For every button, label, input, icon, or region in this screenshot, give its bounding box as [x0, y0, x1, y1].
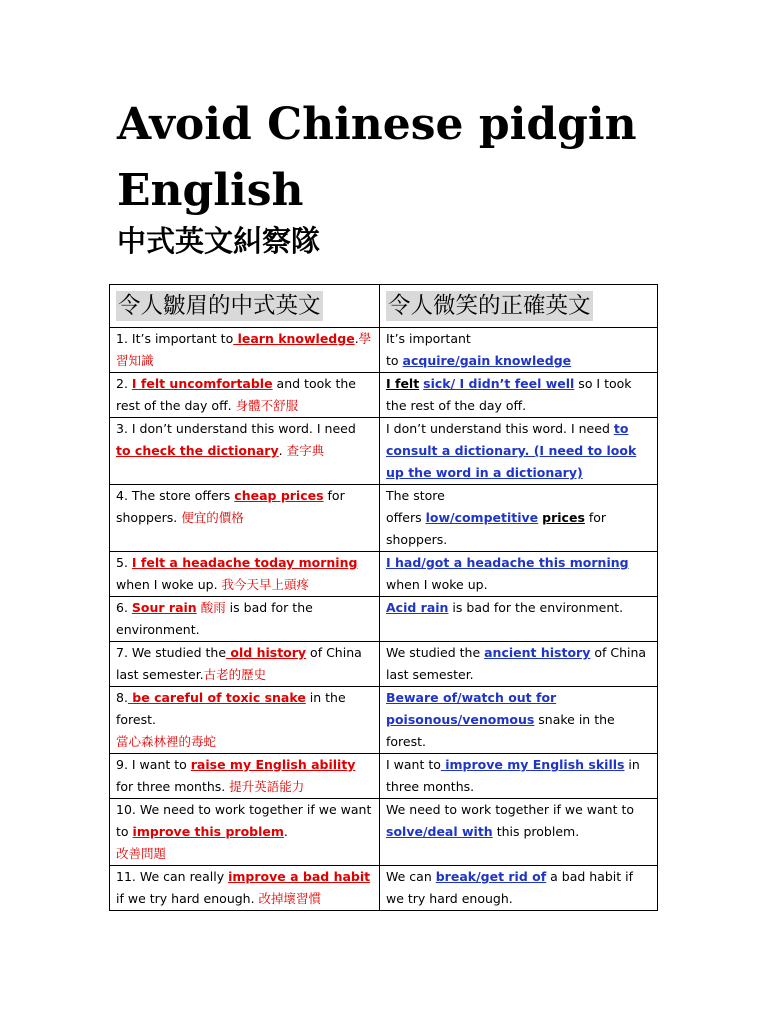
- sentence-text: 4. The store offers: [116, 488, 235, 503]
- error-phrase: old history: [226, 645, 307, 660]
- sentence-text: snake in the forest.: [386, 712, 615, 749]
- correct-phrase: Beware of/watch out for poisonous/venomous: [386, 690, 557, 727]
- pidgin-sentence-cell: [110, 754, 380, 799]
- kept-phrase: I felt: [386, 376, 420, 391]
- sentence-text: We studied the: [386, 645, 485, 660]
- sentence-text: in three months.: [386, 757, 640, 794]
- sentence-text: I don’t understand this word. I need: [386, 421, 614, 436]
- sentence-text: 5.: [116, 555, 132, 570]
- sentence-text: .: [278, 443, 287, 458]
- error-phrase: Sour rain: [131, 600, 197, 615]
- correct-sentence-cell: [380, 373, 658, 418]
- header-cell-wrong: [110, 285, 380, 328]
- header-cell-right: [380, 285, 658, 328]
- document-subtitle: 中式英文糾察隊: [117, 224, 321, 258]
- pidgin-sentence-cell: [110, 687, 380, 754]
- correct-phrase: to consult a dictionary. (I need to look up the word in a dictionary): [386, 421, 637, 480]
- correct-sentence-cell: [380, 328, 658, 373]
- chinese-gloss: 學習知識: [116, 331, 372, 368]
- table-row: [110, 687, 658, 754]
- sentence-text: We can: [386, 869, 436, 884]
- correct-phrase: I had/got a headache this morning: [386, 555, 629, 570]
- table-row: [110, 799, 658, 866]
- correct-sentence-cell: [380, 597, 658, 642]
- pidgin-english-table: [109, 284, 658, 911]
- table-row: [110, 485, 658, 552]
- sentence-text: 11. We can really: [116, 869, 229, 884]
- error-phrase: I felt a headache today morning: [131, 555, 358, 570]
- sentence-text: in the forest.: [116, 690, 346, 727]
- correct-phrase: ancient history: [484, 645, 591, 660]
- sentence-text: for three months.: [116, 779, 230, 794]
- sentence-text: 1. It’s important to: [116, 331, 234, 346]
- sentence-text: offers: [386, 510, 426, 525]
- sentence-text: I want to: [386, 757, 441, 772]
- chinese-gloss: 改掉壞習慣: [258, 891, 322, 906]
- sentence-text: so I took the rest of the day off.: [386, 376, 632, 413]
- correct-phrase: Acid rain: [386, 600, 449, 615]
- error-phrase: be careful of toxic snake: [127, 690, 306, 705]
- pidgin-sentence-cell: [110, 866, 380, 911]
- correct-phrase: solve/deal with: [386, 824, 493, 839]
- chinese-gloss: 身體不舒服: [235, 398, 299, 413]
- chinese-gloss: 酸雨: [200, 600, 226, 615]
- correct-sentence-cell: [380, 642, 658, 687]
- sentence-text: 7. We studied the: [116, 645, 227, 660]
- sentence-text: 8.: [116, 690, 128, 705]
- correct-sentence-cell: [380, 552, 658, 597]
- sentence-text: The store: [386, 488, 445, 503]
- error-phrase: improve a bad habit: [228, 869, 371, 884]
- sentence-text: when I woke up.: [386, 577, 488, 592]
- correct-sentence-cell: [380, 754, 658, 799]
- chinese-gloss: 提升英語能力: [229, 779, 305, 794]
- chinese-gloss: 改善問題: [116, 846, 167, 861]
- table-header-row: [110, 285, 658, 328]
- sentence-text: when I woke up.: [116, 577, 222, 592]
- correct-sentence-cell: [380, 866, 658, 911]
- correct-sentence-cell: [380, 799, 658, 866]
- correct-sentence-cell: [380, 687, 658, 754]
- header-label-right: 令人微笑的正確英文: [388, 293, 591, 319]
- sentence-text: of China last semester.: [386, 645, 647, 682]
- sentence-text: 6.: [116, 600, 132, 615]
- pidgin-sentence-cell: [110, 642, 380, 687]
- table-body: [110, 328, 658, 911]
- table-row: [110, 754, 658, 799]
- error-phrase: raise my English ability: [190, 757, 356, 772]
- sentence-text: this problem.: [492, 824, 580, 839]
- chinese-gloss: 古老的歷史: [203, 667, 267, 682]
- pidgin-sentence-cell: [110, 373, 380, 418]
- error-phrase: improve this problem: [132, 824, 284, 839]
- sentence-text: for shoppers.: [116, 488, 345, 525]
- correct-phrase: acquire/gain knowledge: [402, 353, 572, 368]
- correct-sentence-cell: [380, 485, 658, 552]
- correct-phrase: sick/ I didn’t feel well: [423, 376, 575, 391]
- sentence-text: of China last semester.: [116, 645, 362, 682]
- sentence-text: 10. We need to work together if we want to: [116, 802, 372, 839]
- table-row: [110, 418, 658, 485]
- sentence-text: 3. I don’t understand this word. I need: [116, 421, 356, 436]
- pidgin-sentence-cell: [110, 799, 380, 866]
- pidgin-sentence-cell: [110, 328, 380, 373]
- sentence-text: We need to work together if we want to: [386, 802, 635, 817]
- error-phrase: to check the dictionary: [116, 443, 279, 458]
- sentence-text: if we try hard enough.: [116, 891, 259, 906]
- pidgin-sentence-cell: [110, 485, 380, 552]
- sentence-text: is bad for the environment.: [448, 600, 624, 615]
- table-row: [110, 866, 658, 911]
- sentence-text: for shoppers.: [386, 510, 607, 547]
- correct-phrase: improve my English skills: [440, 757, 625, 772]
- pidgin-sentence-cell: [110, 597, 380, 642]
- error-phrase: learn knowledge: [233, 331, 355, 346]
- pidgin-sentence-cell: [110, 418, 380, 485]
- sentence-text: to: [386, 353, 403, 368]
- pidgin-sentence-cell: [110, 552, 380, 597]
- header-label-wrong: 令人皺眉的中式英文: [118, 293, 321, 319]
- sentence-text: 2.: [116, 376, 132, 391]
- table-row: [110, 552, 658, 597]
- chinese-gloss: 便宜的價格: [181, 510, 244, 525]
- document-title: Avoid Chinese pidgin English: [117, 99, 637, 216]
- sentence-text: It’s important: [386, 331, 471, 346]
- chinese-gloss: 查字典: [286, 443, 325, 458]
- table-row: [110, 642, 658, 687]
- kept-phrase: prices: [542, 510, 585, 525]
- table-row: [110, 328, 658, 373]
- error-phrase: cheap prices: [234, 488, 324, 503]
- chinese-gloss: 當心森林裡的毒蛇: [116, 734, 217, 749]
- table-row: [110, 373, 658, 418]
- sentence-text: is bad for the environment.: [116, 600, 313, 637]
- sentence-text: .: [283, 824, 288, 839]
- sentence-text: .: [354, 331, 359, 346]
- correct-phrase: low/competitive: [425, 510, 539, 525]
- correct-phrase: break/get rid of: [435, 869, 547, 884]
- chinese-gloss: 我今天早上頭疼: [221, 577, 310, 592]
- error-phrase: I felt uncomfortable: [131, 376, 273, 391]
- correct-sentence-cell: [380, 418, 658, 485]
- sentence-text: a bad habit if we try hard enough.: [386, 869, 634, 906]
- table-row: [110, 597, 658, 642]
- sentence-text: and took the rest of the day off.: [116, 376, 356, 413]
- sentence-text: 9. I want to: [116, 757, 191, 772]
